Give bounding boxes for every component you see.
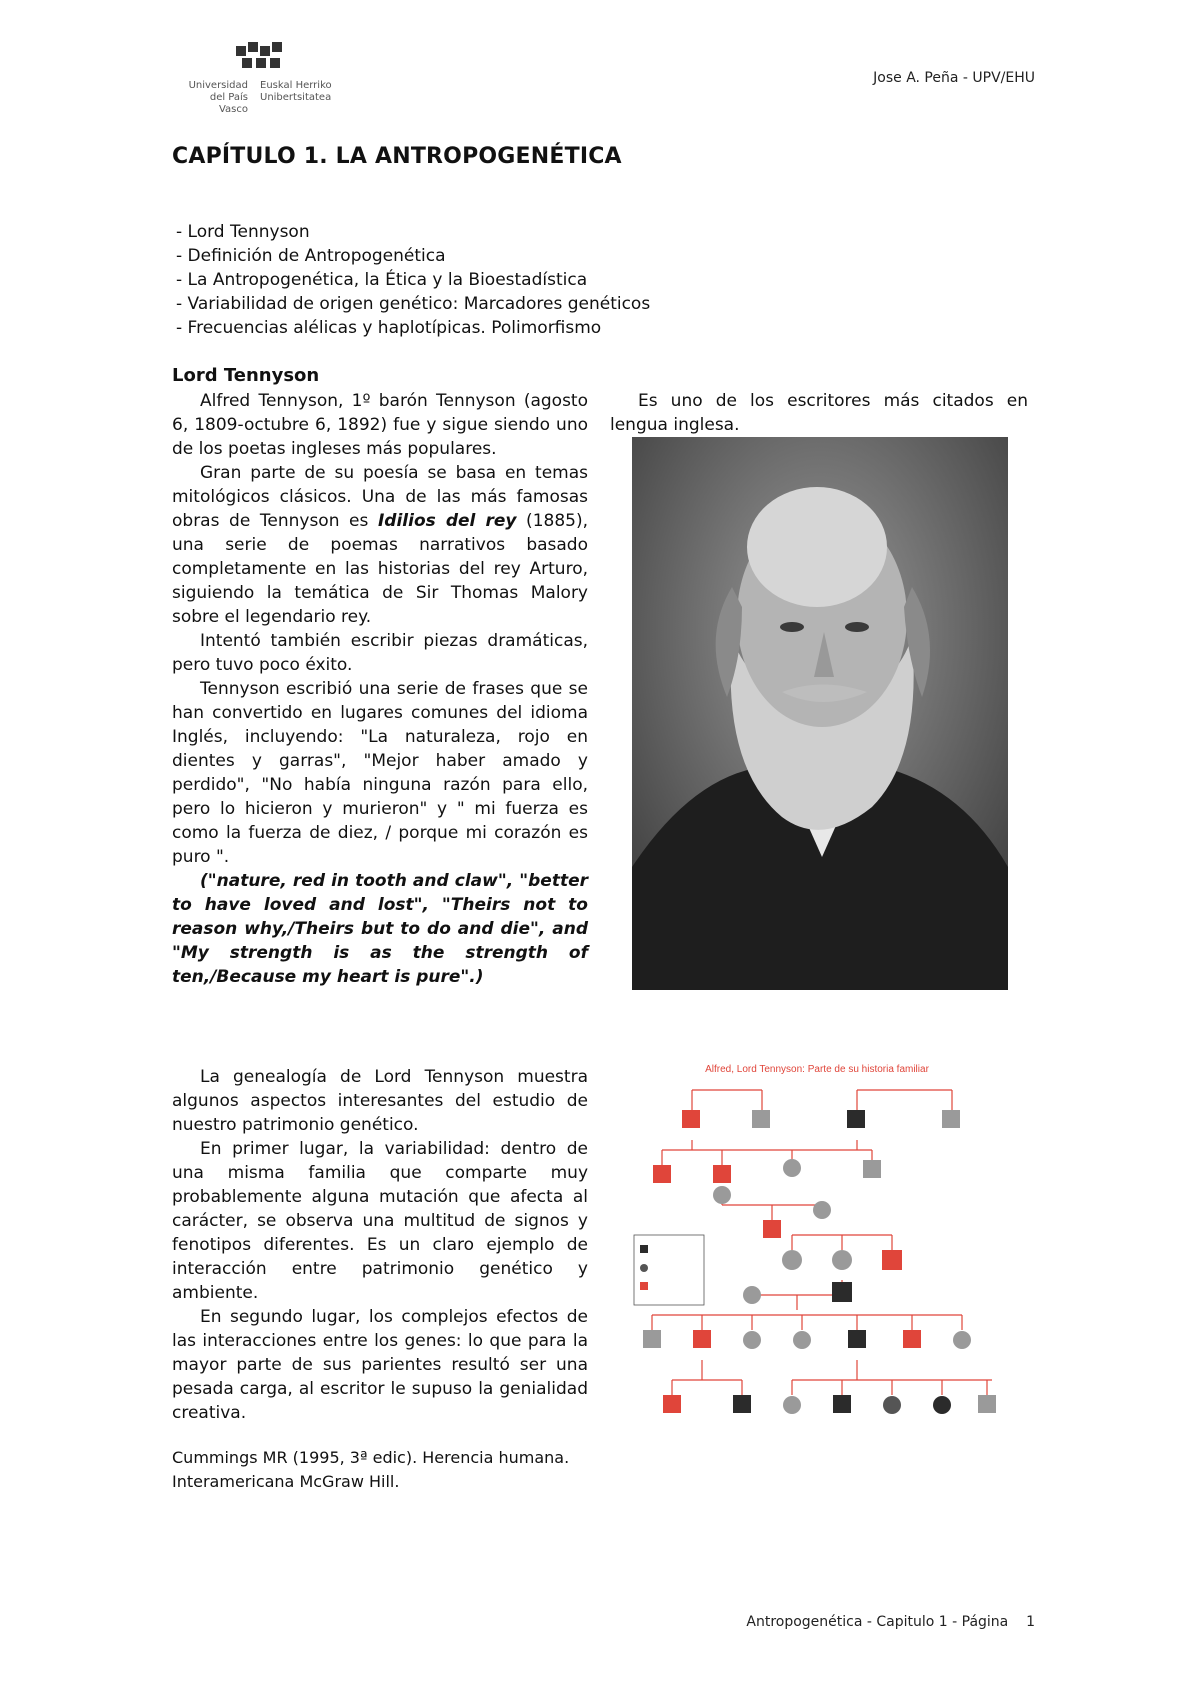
university-logo [178, 40, 348, 115]
tennyson-pedigree-chart [632, 1060, 1002, 1510]
paragraph: Tennyson escribió una serie de frases que se han convertido en lugares comunes del idioma Inglés, incluyendo: "La naturaleza, rojo en dientes y garras", "Mejor haber amado y perdido", "No había ninguna razón para ello, pero lo hicieron y murieron" y " mi fuerza es como la fuerza de diez, / porque mi corazón es puro ". [172, 679, 588, 867]
paragraph: Alfred Tennyson, 1º barón Tennyson (agosto 6, 1809-octubre 6, 1892) fue y sigue siendo uno de los poetas ingleses más populares. [172, 391, 588, 459]
paragraph: Gran parte de su poesía se basa en temas mitológicos clásicos. Una de las más famosas obras de Tennyson es Idilios del rey (1885), una serie de poemas narrativos basado completamente en las historias del rey Arturo, siguiendo la temática de Sir Thomas Malory sobre el legendario rey. [172, 463, 588, 627]
table-of-contents [176, 220, 650, 340]
footer-text: Antropogenética - Capitulo 1 - Página [746, 1614, 1009, 1630]
section-title: Lord Tennyson [172, 365, 320, 386]
chapter-title: CAPÍTULO 1. LA ANTROPOGENÉTICA [172, 144, 622, 169]
book-title: Idilios del rey [377, 511, 517, 531]
right-column-text [610, 389, 1028, 437]
logo-text-spanish: Universidad del País Vasco [188, 80, 248, 115]
toc-item: - Frecuencias alélicas y haplotípicas. Polimorfismo [176, 316, 650, 340]
tennyson-portrait-photo [632, 437, 1008, 990]
toc-item: - La Antropogenética, la Ética y la Bioestadística [176, 268, 650, 292]
pedigree-title: Alfred, Lord Tennyson: Parte de su historia familiar [705, 1064, 929, 1075]
toc-item: - Variabilidad de origen genético: Marcadores genéticos [176, 292, 650, 316]
paragraph: En primer lugar, la variabilidad: dentro de una misma familia que comparte muy probablemente alguna mutación que afecta al carácter, se observa una multitud de signos y fenotipos diferentes. Es un claro ejemplo de interacción entre patrimonio genético y ambiente. [172, 1139, 588, 1303]
left-column-genealogy [172, 1065, 588, 1425]
bibliographic-reference: Cummings MR (1995, 3ª edic). Herencia humana. Interamericana McGraw Hill. [172, 1448, 570, 1491]
logo-text-basque: Euskal Herriko Unibertsitatea [260, 80, 332, 103]
english-quote: ("nature, red in tooth and claw", "better to have loved and lost", "Theirs not to reason why,/Theirs but to do and die", and "My strength is as the strength of ten,/Because my heart is pure".) [172, 871, 588, 987]
header-author: Jose A. Peña - UPV/EHU [873, 70, 1035, 86]
toc-item: - Definición de Antropogenética [176, 244, 650, 268]
left-column-intro [172, 389, 588, 989]
page-footer [746, 1614, 1035, 1630]
paragraph: Es uno de los escritores más citados en lengua inglesa. [610, 391, 1028, 435]
paragraph: En segundo lugar, los complejos efectos de las interacciones entre los genes: lo que para la mayor parte de sus parientes resultó ser una pesada carga, al escritor le supuso la genialidad creativa. [172, 1307, 588, 1423]
page-number: 1 [1026, 1614, 1035, 1630]
toc-item: - Lord Tennyson [176, 220, 650, 244]
paragraph: Intentó también escribir piezas dramáticas, pero tuvo poco éxito. [172, 631, 588, 675]
paragraph: La genealogía de Lord Tennyson muestra algunos aspectos interesantes del estudio de nuestro patrimonio genético. [172, 1067, 588, 1135]
upv-ehu-logo-mark [234, 40, 288, 70]
